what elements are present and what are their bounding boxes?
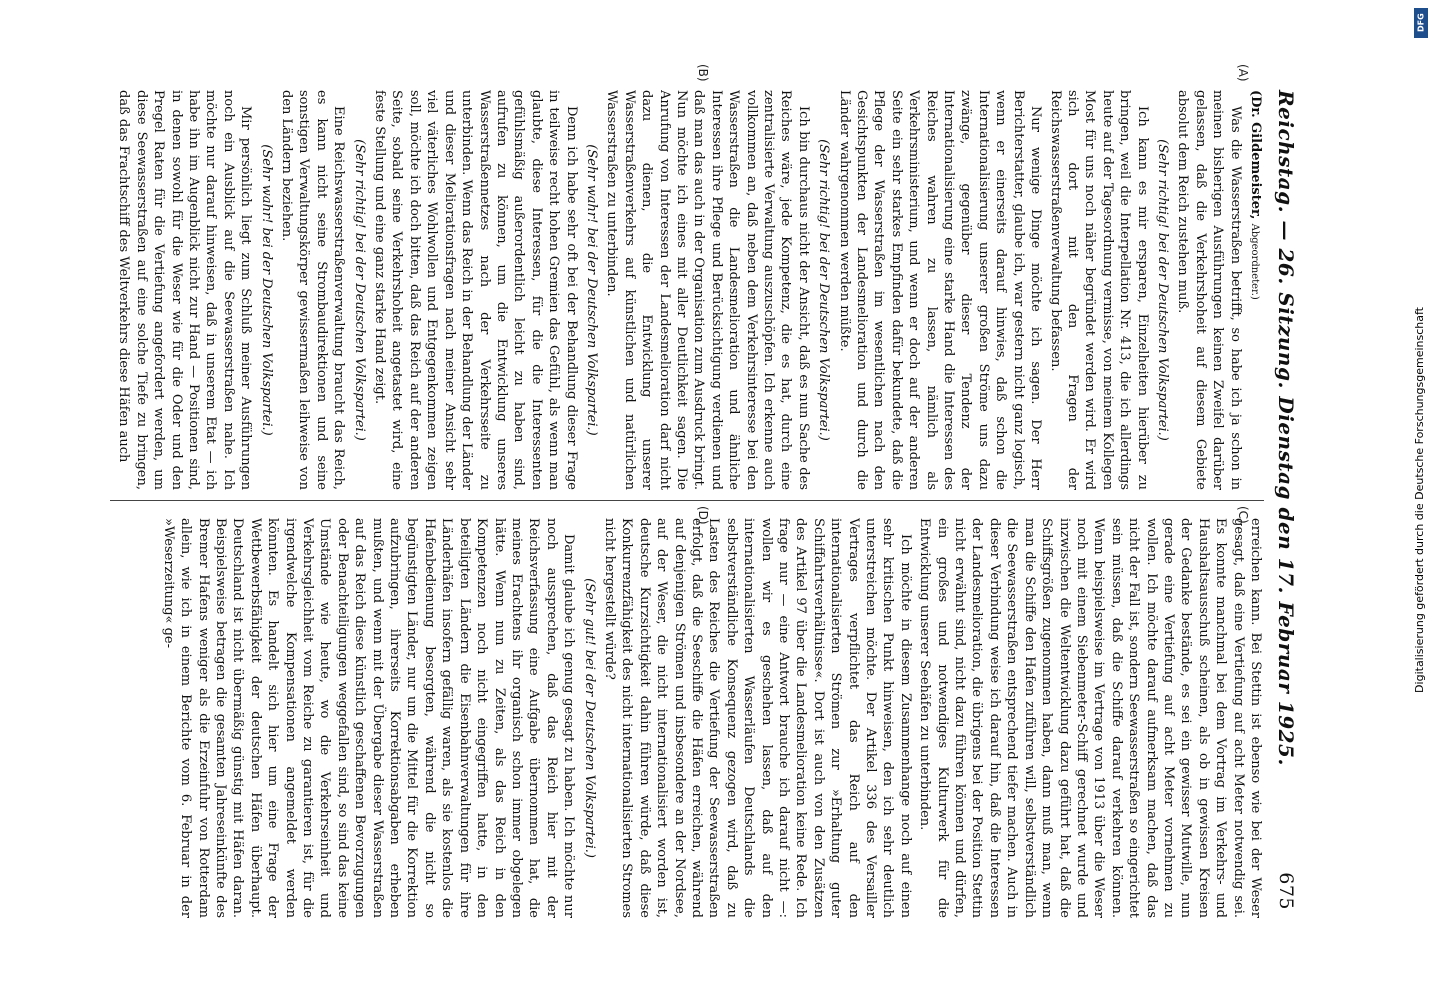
interjection: (Sehr wahr! bei der Deutschen Volkspartei.) xyxy=(258,144,274,436)
interjection: (Sehr richtig! bei der Deutschen Volkspartei.) xyxy=(351,139,367,441)
page-header xyxy=(1272,90,1300,910)
paragraph: Ich kann es mir ersparen, Einzelheiten hierüber zu bringen, weil die Interpellation Nr. 413, die ich allerdings heute auf der Tagesordnung vermisse, von meinem Kollegen Most für uns noch näher begründet werden wird. Er wird sich dort mit den Fragen der Reichswasserstraßenverwaltung befassen. xyxy=(1047,90,1150,490)
paragraph: Nur wenige Dinge möchte ich sagen. Der Herr Berichterstatter, glaube ich, war gestern nicht ganz logisch, wenn er einerseits darauf hinwies, daß schon die Internationalisierung unserer großen Ströme uns dazu zwänge, gegenüber dieser Tendenz der Internationalisierung eine starke Hand die Interessen des Reiches wahren zu lassen, nämlich als Verkehrsministerium, und wenn er doch auf der anderen Seite ein sehr starkes Empfinden dafür bekundete, daß die Pflege der Wasserstraßen im wesentlichen nach den Gesichtspunkten der Landesmelioration und durch die Länder wahrgenommen werden müßte. xyxy=(836,90,1044,490)
credit-text: Digitalisierung gefördert durch die Deutsche Forschungsgemeinschaft xyxy=(1412,307,1426,693)
paragraph: Denn ich habe sehr oft bei der Behandlung dieser Frage in teilweise recht hohen Gremien das Gefühl, als wenn man glaubte, diese Interessen, für die die Interessenten gefühlsmäßig außerordentlich leicht zu haben sind, aufrufen zu können, um die Entwicklung unseres Wasserstraßennetzes nach der Verkehrsseite zu unterbinden. Wenn das Reich in der Behandlung der Länder und dieser Meliorationsfragen nach meiner Ansicht sehr viel väterliches Wohlwollen und Entgegenkommen zeigen soll, möchte ich doch bitten, daß das Reich auf der anderen Seite, sobald seine Verkehrshoheit angetastet wird, eine feste Stellung und eine ganz starke Hand zeigt. xyxy=(372,90,579,490)
margin-mark-b: (B) xyxy=(696,64,710,82)
margin-mark-d: (D) xyxy=(696,506,710,525)
digitization-credit xyxy=(1406,10,1432,990)
interjection: (Sehr richtig! bei der Deutschen Volkspartei.) xyxy=(1154,139,1170,441)
interjection: (Sehr richtig! bei der Deutschen Volkspartei.) xyxy=(816,139,832,441)
margin-mark-a: (A) xyxy=(1236,64,1250,82)
paragraph: Was die Wasserstraßen betrifft, so habe ich ja schon in meinen bisherigen Ausführungen keinen Zweifel darüber gelassen, daß die Verkehrshoheit auf diesem Gebiete absolut dem Reich zustehen muß. xyxy=(1175,90,1243,490)
interjection: (Sehr wahr! bei der Deutschen Volkspartei.) xyxy=(583,144,599,436)
page-number: 675 xyxy=(1275,872,1297,910)
paragraph: erreichen kann. Bei Stettin ist ebenso wie bei der Weser gesagt, daß eine Vertiefung auf acht Meter notwendig sei. Es konnte manchmal bei dem Vortrag im Verkehrs- und Haushaltsausschuß scheinen, als ob in gewissen Kreisen der Gedanke bestände, es sei ein gewisser Mutwille, nun gerade eine Vertiefung auf acht Meter vornehmen zu wollen. Ich möchte darauf aufmerksam machen, daß das nicht der Fall ist, sondern Seewasserstraßen so eingerichtet sein müssen, daß die Schiffe darauf verkehren können. Wenn beispielsweise im Vertrage von 1913 über die Weser noch mit einem Siebenmeter-Schiff gerechnet wurde und inzwischen die Weltentwicklung dazu geführt hat, daß die Schiffsgrößen zugenommen haben, dann muß man, wenn man die Schiffe den Hafen zuführen will, selbstverständlich die Seewasserstraßen entsprechend tiefer machen. Auch in dieser Verbindung weise ich darauf hin, daß die Interessen der Landesmelioration, die übrigens bei der Position Stettin nicht erwähnt sind, nicht dazu führen können und dürfen, ein großes und notwendiges Kulturwerk für die Entwicklung unserer Seehäfen zu unterbinden. xyxy=(917,518,1263,918)
rotated-document-page xyxy=(90,60,1310,940)
dfg-logo: DFG xyxy=(1414,8,1428,38)
column-divider xyxy=(110,500,1264,501)
right-column xyxy=(102,518,1264,918)
speaker-line xyxy=(1246,90,1264,490)
paragraph: Eine Reichswasserstraßenverwaltung braucht das Reich, es kann nicht seine Strombaudirektionen und seine sonstigen Verwaltungskörper gewissermaßen leihweise von den Ländern beziehen. xyxy=(279,90,347,490)
paragraph: Mir persönlich liegt zum Schluß meiner Ausführungen noch ein Ausblick auf die Seewasserstraßen nahe. Ich möchte nur darauf hinweisen, daß in unserem Etat — ich habe ihn im Augenblick nicht zur Hand — Positionen sind, in denen sowohl für die Weser wie für die Oder und den Pregel Raten für die Vertiefung angefordert werden, um diese Seewasserstraßen auf eine solche Tiefe zu bringen, daß das Frachtschiff des Weltverkehrs diese Häfen auch xyxy=(116,90,254,490)
page-header-title: Reichstag. — 26. Sitzung. Dienstag den 17. Februar 1925. xyxy=(1274,90,1298,766)
interjection: (Sehr gut! bei der Deutschen Volkspartei.) xyxy=(581,578,597,858)
left-column xyxy=(102,90,1264,490)
paragraph: Ich bin durchaus nicht der Ansicht, daß es nun Sache des Reiches wäre, jede Kompetenz, die es hat, durch eine zentralisierte Verwaltung auszuschöpfen. Ich erkenne auch vollkommen an, daß neben dem Verkehrsinteresse bei den Wasserstraßen die Landesmelioration und ähnliche Interessen ihre Pflege und Berücksichtigung verdienen und daß man das auch in der Organisation zum Ausdruck bringt. Nun möchte ich eines mit aller Deutlichkeit sagen. Die Anrufung von Interessen der Landesmelioration darf nicht dazu dienen, die Entwicklung unserer Wasserstraßenverkehrs auf künstlichen und natürlichen Wasserstraßen zu unterbinden. xyxy=(604,90,811,490)
paragraph: Damit glaube ich genug gesagt zu haben. Ich möchte nur noch aussprechen, daß das Reich hier mit der Reichsverfassung eine Aufgabe übernommen hat, die meines Erachtens ihr organisch schon immer obgelegen hätte. Wenn nun zu Zeiten, als das Reich in den Kompetenzen noch nicht eingegriffen hatte, in den beteiligten Ländern die Eisenbahnverwaltungen für ihre Länderhäfen insofern gefällig waren, als sie kostenlos die Hafenbedienung besorgten, während die nicht so begünstigten Länder, nur um die Mittel für die Korrektion aufzubringen, ihrerseits Korrektionsabgaben erheben mußten, und wenn mit der Übergabe dieser Wasserstraßen auf das Reich diese künstlich geschaffenen Bevorzugungen oder Benachteiligungen weggefallen sind, so sind das keine Umstände wie heute, wo die Verkehrseinheit und Verkehrsgleichheit vom Reiche zu garantieren ist, für die irgendwelche Kompensationen angemeldet werden könnten. Es handelt sich hier um eine Frage der Wettbewerbsfähigkeit der deutschen Häfen überhaupt. Deutschland ist nicht übermäßig günstig mit Häfen daran. Beispielsweise betragen die gesamten Jahreseinkünfte des Bremer Hafens weniger als die Erzeinfuhr von Rotterdam allein, wie ich in einem Berichte vom 6. Februar in der »Weserzeitung« ge- xyxy=(160,518,577,918)
margin-mark-c: (C) xyxy=(1236,506,1250,524)
paragraph: Ich möchte in diesem Zusammenhange noch auf einen sehr kritischen Punkt hinweisen, den ich sehr deutlich unterstreichen möchte. Der Artikel 336 des Versailler Vertrages verpflichtet das Reich auf den internationalisierten Strömen zur »Erhaltung guter Schiffahrtsverhältnisse«. Dort ist auch von den Zusätzen des Artikel 97 über die Landesmelioration keine Rede. Ich frage nur — eine Antwort brauche ich darauf nicht —: wollen wir es geschehen lassen, daß auf den internationalisierten Wasserläufen Deutschlands die selbstverständliche Konsequenz gezogen wird, daß zu Lasten des Reiches die Vertiefung der Seewasserstraßen erfolgt, daß die Seeschiffe die Häfen erreichen, während auf denjenigen Strömen und insbesondere an der Nordsee, auf der Weser, die nicht internationalisiert worden ist, deutsche Kurzsichtigkeit dahin führen würde, daß diese Konkurrenzfähigkeit des nicht internationalisierten Stromes nicht hergestellt würde? xyxy=(601,518,913,918)
speaker-name: (Dr. Gildemeister, xyxy=(1248,90,1263,220)
speaker-role: Abgeordneter.) xyxy=(1249,223,1260,300)
